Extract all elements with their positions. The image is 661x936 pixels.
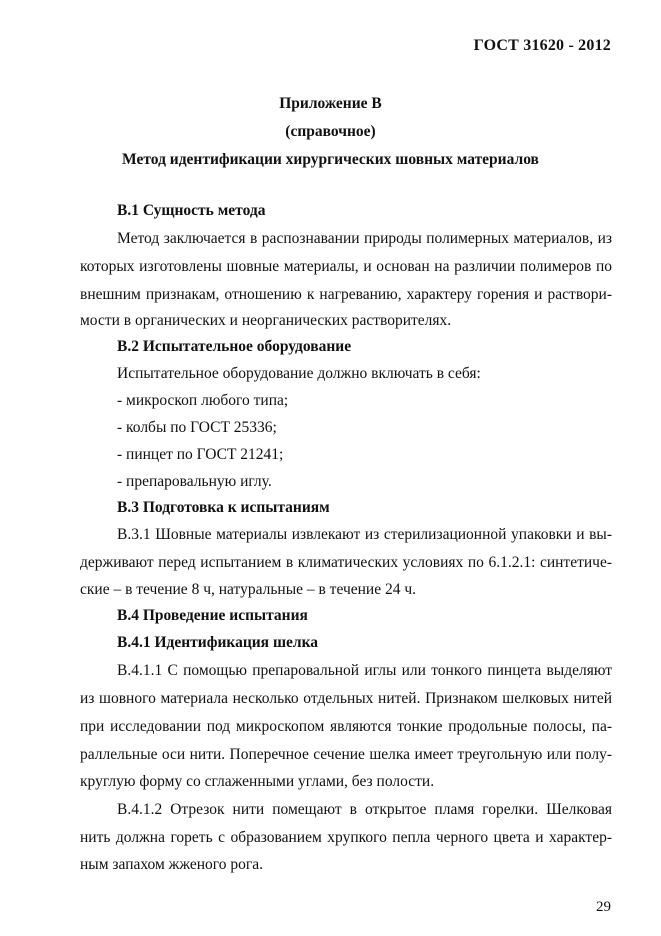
paragraph-line: В.3.1 Шовные материалы извлекают из стерилизационной упаковки и вы- [117,526,612,543]
subsection-heading-b41: В.4.1 Идентификация шелка [117,634,319,651]
list-item: - микроскоп любого типа; [117,392,289,409]
paragraph-line: В.4.1.2 Отрезок нити помещают в открытое пламя горелки. Шелковая [117,801,612,818]
list-item: - колбы по ГОСТ 25336; [117,419,277,436]
paragraph-line: которых изготовлены шовные материалы, и основан на различии полимеров по [80,258,612,275]
paragraph-line: держивают перед испытанием в климатических условиях по 6.1.2.1: синтетиче- [80,554,612,571]
section-heading-b1: В.1 Сущность метода [117,202,266,219]
section-heading-b4: В.4 Проведение испытания [117,607,308,624]
paragraph-line: круглую форму со сглаженными углами, без полости. [80,773,435,790]
document-code-header: ГОСТ 31620 - 2012 [473,37,611,54]
paragraph-line: Испытательное оборудование должно включать в себя: [117,365,481,382]
appendix-note: (справочное) [285,123,376,140]
paragraph-line: нить должна гореть с образованием хрупкого пепла черного цвета и характер- [80,829,612,846]
list-item: - пинцет по ГОСТ 21241; [117,446,284,463]
paragraph-line: мости в органических и неорганических растворителях. [80,312,452,329]
appendix-title: Приложение В [279,95,382,112]
page-number: 29 [596,899,611,915]
list-item: - препаровальную иглу. [117,473,272,490]
paragraph-line: В.4.1.1 С помощью препаровальной иглы или тонкого пинцета выделяют [117,662,612,679]
paragraph-line: ным запахом жженого рога. [80,856,264,873]
paragraph-line: Метод заключается в распознавании природы полимерных материалов, из [117,230,612,247]
appendix-subtitle: Метод идентификации хирургических шовных материалов [122,151,539,168]
section-heading-b2: В.2 Испытательное оборудование [117,338,352,355]
paragraph-line: из шовного материала несколько отдельных нитей. Признаком шелковых нитей [80,690,612,707]
paragraph-line: внешним признакам, отношению к нагреванию, характеру горения и раствори- [80,286,612,303]
paragraph-line: при исследовании под микроскопом являются тонкие продольные полосы, па- [80,718,612,735]
paragraph-line: раллельные оси нити. Поперечное сечение шелка имеет треугольную или полу- [80,746,612,763]
section-heading-b3: В.3 Подготовка к испытаниям [117,499,330,516]
paragraph-line: ские – в течение 8 ч, натуральные – в течение 24 ч. [80,581,417,598]
